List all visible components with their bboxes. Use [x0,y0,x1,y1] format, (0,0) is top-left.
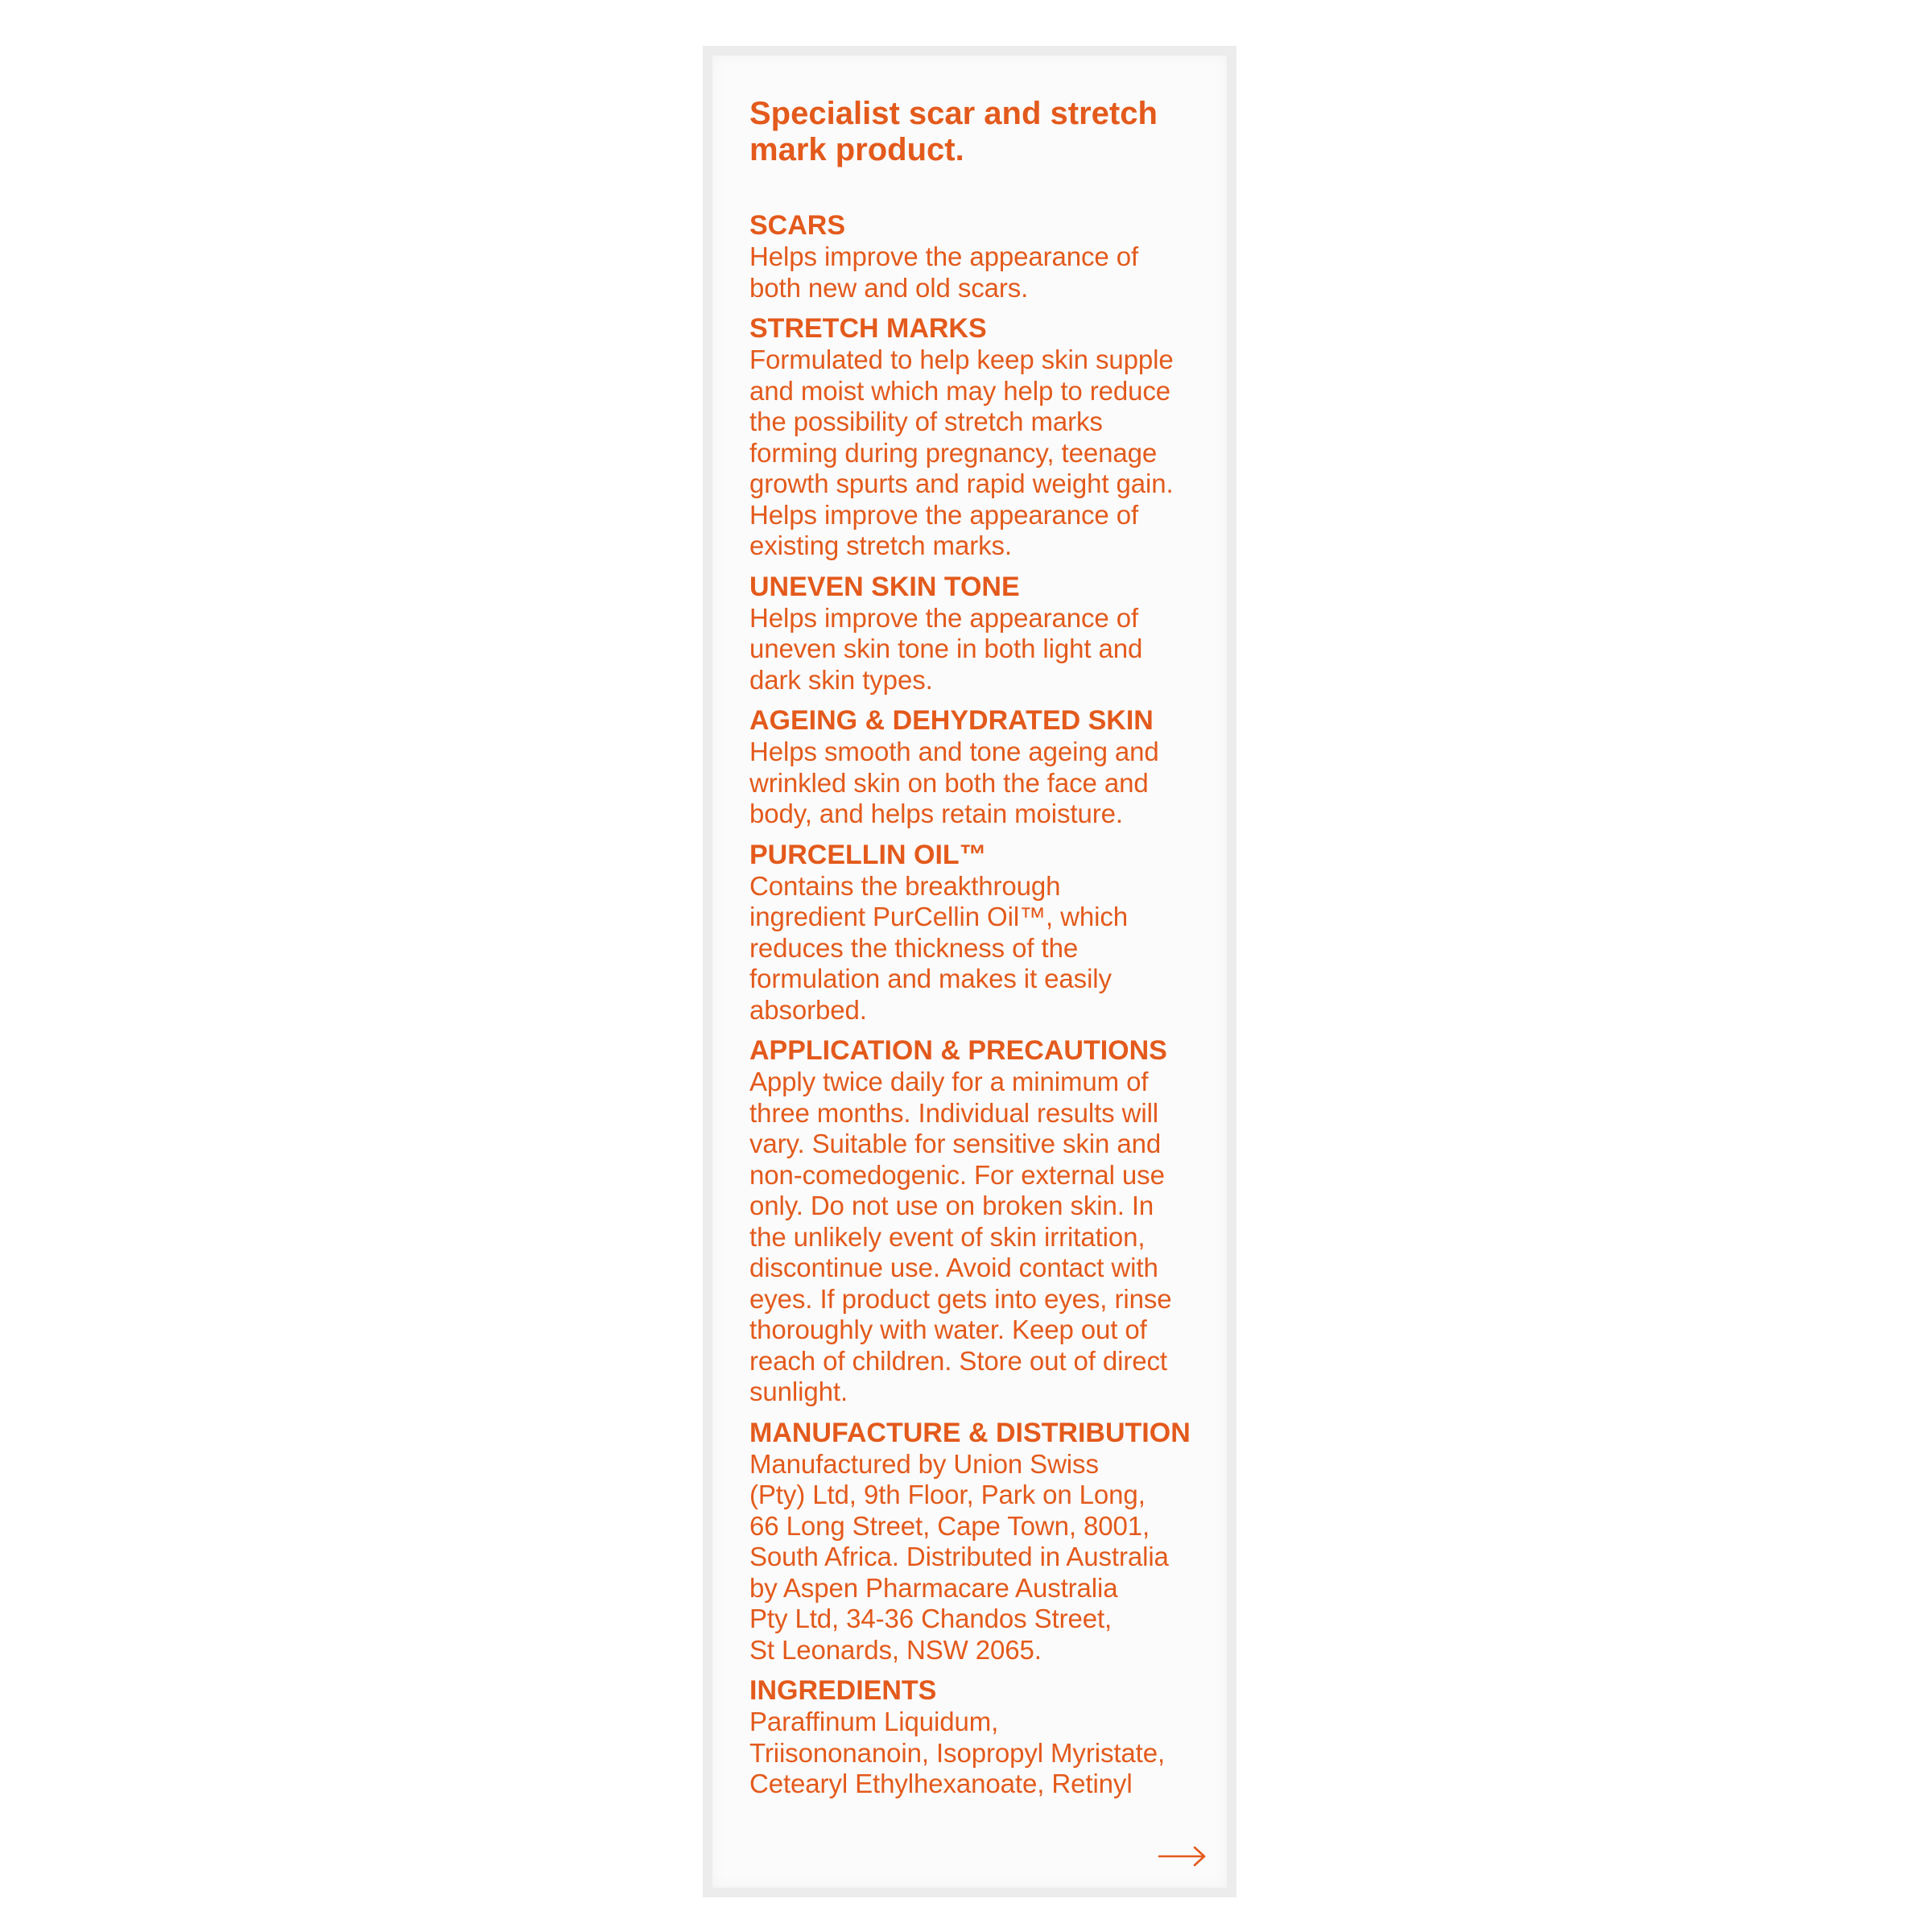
section-body-line: wrinkled skin on both the face and [749,767,1149,798]
headline-line: mark product. [749,132,964,167]
section-body [749,1707,1232,1800]
section-title: UNEVEN SKIN TONE [749,571,1020,602]
section-body-line: three months. Individual results will [749,1097,1159,1128]
section-body-line: reach of children. Store out of direct [749,1345,1167,1376]
sections-list [749,210,1232,1800]
section-body [749,242,1232,303]
section-body-line: vary. Suitable for sensitive skin and [749,1129,1162,1158]
right-arrow-icon [1158,1844,1208,1868]
section-body-line: the possibility of stretch marks [749,407,1103,436]
section-title: APPLICATION & PRECAUTIONS [749,1035,1167,1066]
info-section [749,1035,1232,1408]
section-body [749,737,1232,830]
section-body [749,603,1232,696]
section-body-line: eyes. If product gets into eyes, rinse [749,1283,1172,1314]
section-body-line: only. Do not use on broken skin. In [749,1191,1154,1220]
section-body [749,1449,1232,1666]
section-body-line: uneven skin tone in both light and [749,634,1143,663]
section-body-line: Apply twice daily for a minimum of [749,1067,1149,1096]
section-body-line: formulation and makes it easily [749,964,1112,993]
section-body-line: Cetearyl Ethylhexanoate, Retinyl [749,1769,1133,1798]
info-section [749,840,1232,1026]
section-body-line: the unlikely event of skin irritation, [749,1221,1146,1252]
section-body [749,871,1232,1026]
section-body-line: growth spurts and rapid weight gain. [749,469,1174,498]
info-section [749,1418,1232,1666]
section-body-line: Paraffinum Liquidum, [749,1707,999,1736]
section-body-line: and moist which may help to reduce [749,375,1171,406]
section-body-line: Helps improve the appearance of [749,499,1139,530]
section-body-line: thoroughly with water. Keep out of [749,1315,1147,1344]
section-body-line: Formulated to help keep skin supple [749,345,1174,374]
info-section [749,313,1232,562]
section-body-line: non-comedogenic. For external use [749,1159,1165,1190]
section-body-line: ingredient PurCellin Oil™, which [749,902,1128,931]
section-body-line: forming during pregnancy, teenage [749,437,1158,468]
section-title: STRETCH MARKS [749,313,987,344]
section-body-line: Pty Ltd, 34-36 Chandos Street, [749,1604,1113,1633]
section-title: SCARS [749,210,846,241]
info-section [749,1675,1232,1800]
section-body-line: 66 Long Street, Cape Town, 8001, [749,1510,1150,1541]
section-body-line: existing stretch marks. [749,530,1012,560]
section-body-line: Triisononanoin, Isopropyl Myristate, [749,1737,1166,1768]
section-body-line: both new and old scars. [749,272,1029,303]
info-section [749,210,1232,303]
section-body-line: reduces the thickness of the [749,932,1079,963]
section-body-line: Helps improve the appearance of [749,242,1139,271]
section-body-line: St Leonards, NSW 2065. [749,1634,1042,1665]
section-body-line: dark skin types. [749,664,933,695]
section-body-line: Helps improve the appearance of [749,602,1139,633]
section-body-line: absorbed. [749,994,867,1025]
section-body [749,345,1232,562]
section-title: INGREDIENTS [749,1675,937,1706]
section-body-line: Helps smooth and tone ageing and [749,737,1159,766]
section-body-line: Manufactured by Union Swiss [749,1448,1099,1479]
panel-content [749,96,1232,1810]
section-title: MANUFACTURE & DISTRIBUTION [749,1417,1191,1448]
section-body [749,1067,1232,1408]
product-info-panel [703,46,1236,1897]
section-title: AGEING & DEHYDRATED SKIN [749,705,1154,736]
info-section [749,572,1232,696]
section-body-line: discontinue use. Avoid contact with [749,1253,1158,1282]
section-body-line: (Pty) Ltd, 9th Floor, Park on Long, [749,1480,1146,1509]
info-section [749,705,1232,830]
section-body-line: South Africa. Distributed in Australia [749,1542,1169,1571]
section-title: PURCELLIN OIL™ [749,839,987,870]
section-body-line: by Aspen Pharmacare Australia [749,1572,1118,1603]
section-body-line: body, and helps retain moisture. [749,799,1123,828]
section-body-line: sunlight. [749,1377,848,1406]
section-body-line: Contains the breakthrough [749,870,1061,901]
headline [749,96,1232,168]
headline-line: Specialist scar and stretch [749,96,1158,131]
